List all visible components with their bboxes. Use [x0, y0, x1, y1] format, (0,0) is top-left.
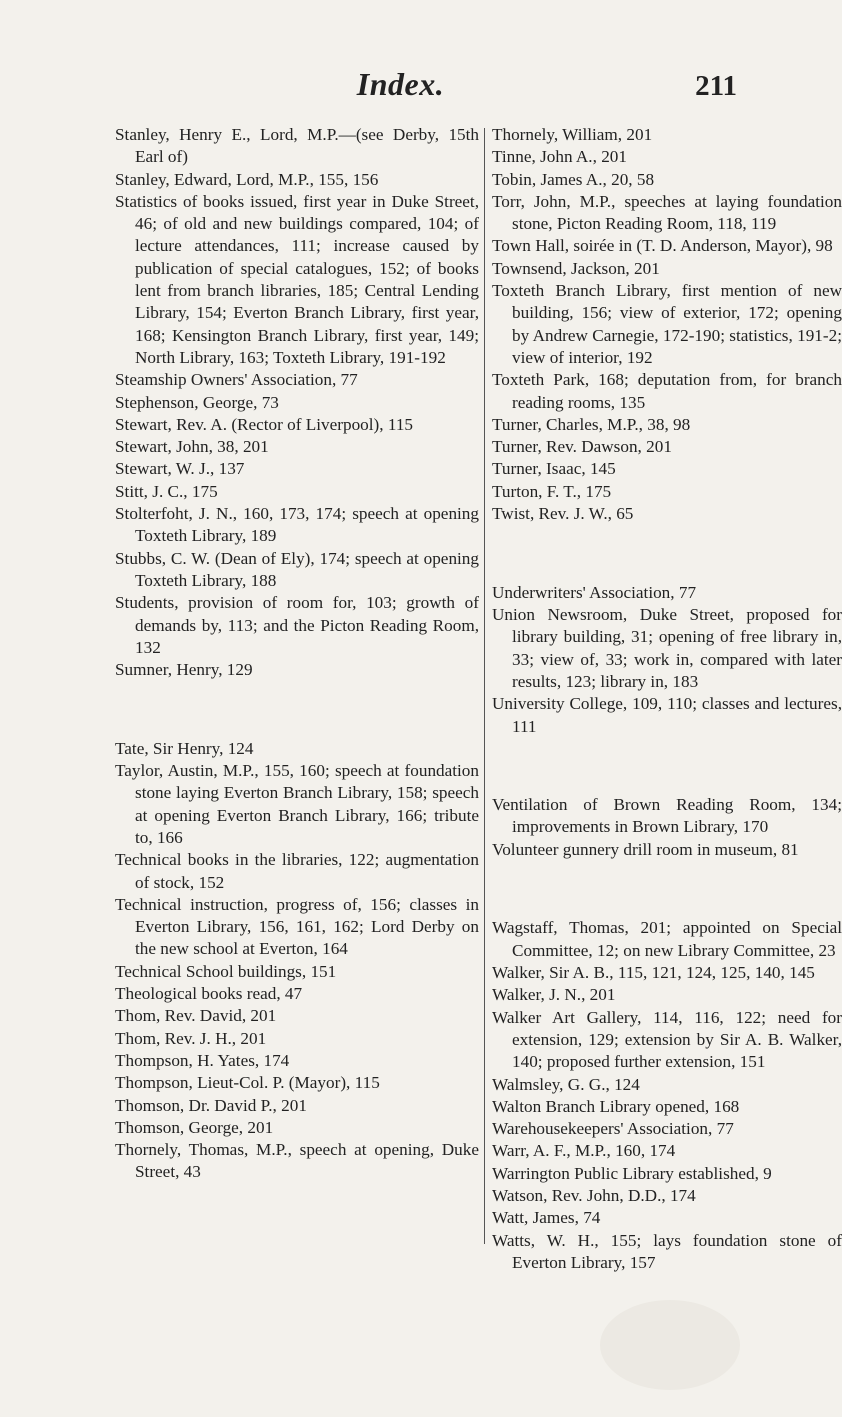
column-divider	[484, 128, 485, 1244]
letter-section-gap	[492, 755, 842, 777]
index-entry: Theological books read, 47	[115, 984, 303, 1004]
index-entry: Stewart, John, 38, 201	[115, 437, 269, 457]
index-entry: Thompson, Lieut-Col. P. (Mayor), 115	[115, 1073, 380, 1093]
index-entry: Thom, Rev. David, 201	[115, 1006, 277, 1026]
index-entry: Taylor, Austin, M.P., 155, 160; speech at foundation stone laying Everton Branch Library, 158; speech at opening Everton Branch Library, 166; tribute to, 166	[115, 761, 479, 847]
index-entry: Stephenson, George, 73	[115, 392, 279, 412]
index-entry: Stewart, Rev. A. (Rector of Liverpool), 115	[115, 414, 414, 434]
index-column-left	[115, 124, 479, 1184]
index-entry: Thornely, William, 201	[492, 125, 653, 144]
index-entry: Watt, James, 74	[492, 1208, 601, 1228]
index-entry: Warrington Public Library established, 9	[492, 1163, 772, 1183]
index-entry: Walker Art Gallery, 114, 116, 122; need for extension, 129; extension by Sir A. B. Walker, 140; proposed further extension, 151	[492, 1007, 842, 1072]
page-header	[0, 66, 801, 116]
index-column-right	[492, 124, 842, 1274]
index-entry: Steamship Owners' Association, 77	[115, 370, 358, 390]
index-entry: Statistics of books issued, first year in Duke Street, 46; of old and new buildings compared, 104; of lecture attendances, 111; increase caused by publication of special catalogues, 152; of books lent from branch libraries, 185; Central Lending Library, 154; Everton Branch Library, first year, 168; Kensington Branch Library, first year, 149; North Library, 163; Toxteth Library, 191-192	[115, 191, 479, 367]
index-entry: Twist, Rev. J. W., 65	[492, 504, 634, 524]
index-entry: Tobin, James A., 20, 58	[492, 169, 655, 189]
index-entry: Townsend, Jackson, 201	[492, 258, 660, 278]
index-entry: Stubbs, C. W. (Dean of Ely), 174; speech at opening Toxteth Library, 188	[115, 548, 479, 590]
letter-section-gap	[492, 878, 842, 900]
index-entry: Toxteth Park, 168; deputation from, for branch reading rooms, 135	[492, 370, 842, 412]
index-entry: Walton Branch Library opened, 168	[492, 1096, 740, 1116]
index-entry: Turton, F. T., 175	[492, 481, 612, 501]
index-entry: Walker, Sir A. B., 115, 121, 124, 125, 140, 145	[492, 963, 815, 983]
page-title: Index.	[356, 66, 445, 102]
index-entry: Warr, A. F., M.P., 160, 174	[492, 1141, 676, 1161]
index-entry: Watson, Rev. John, D.D., 174	[492, 1186, 696, 1205]
index-entry: Ventilation of Brown Reading Room, 134; improvements in Brown Library, 170	[492, 795, 842, 837]
index-entry: Turner, Charles, M.P., 38, 98	[492, 414, 691, 434]
index-entry: Stitt, J. C., 175	[115, 481, 218, 501]
index-entry: Toxteth Branch Library, first mention of new building, 156; view of exterior, 172; opening by Andrew Carnegie, 172-190; statistics, 191-2; view of interior, 192	[492, 281, 842, 367]
index-entry: Thomson, Dr. David P., 201	[115, 1095, 307, 1115]
index-entry: Thomson, George, 201	[115, 1117, 274, 1137]
index-entry: Technical School buildings, 151	[115, 961, 337, 981]
index-entry: Thom, Rev. J. H., 201	[115, 1028, 267, 1048]
index-entry: Town Hall, soirée in (T. D. Anderson, Mayor), 98	[492, 236, 833, 256]
index-entry: Watts, W. H., 155; lays foundation stone of Everton Library, 157	[492, 1230, 842, 1272]
index-entry: Torr, John, M.P., speeches at laying foundation stone, Picton Reading Room, 118, 119	[492, 191, 842, 234]
index-entry: Underwriters' Association, 77	[492, 582, 697, 602]
index-entry: Stolterfoht, J. N., 160, 173, 174; speech at opening Toxteth Library, 189	[115, 504, 479, 546]
letter-section-gap	[115, 699, 479, 721]
index-entry: Stanley, Edward, Lord, M.P., 155, 156	[115, 169, 379, 189]
index-entry: Students, provision of room for, 103; growth of demands by, 113; and the Picton Reading Room, 132	[115, 593, 479, 657]
index-entry: Walker, J. N., 201	[492, 985, 616, 1005]
index-entry: Tate, Sir Henry, 124	[115, 738, 254, 758]
index-entry: Stewart, W. J., 137	[115, 459, 245, 479]
page-number: 211	[695, 70, 737, 102]
index-entry: Technical instruction, progress of, 156; classes in Everton Library, 156, 161, 162; Lord Derby on the new school at Everton, 164	[115, 894, 479, 959]
index-entry: Volunteer gunnery drill room in museum, 81	[492, 839, 799, 859]
index-entry: Technical books in the libraries, 122; augmentation of stock, 152	[115, 850, 479, 892]
index-entry: Turner, Rev. Dawson, 201	[492, 437, 672, 457]
paper-stain	[600, 1300, 740, 1390]
index-entry: Turner, Isaac, 145	[492, 459, 616, 479]
index-entry: Thompson, H. Yates, 174	[115, 1050, 290, 1070]
index-entry: Stanley, Henry E., Lord, M.P.—(see Derby, 15th Earl of)	[115, 125, 479, 167]
letter-section-gap	[492, 543, 842, 565]
index-entry: Walmsley, G. G., 124	[492, 1074, 640, 1094]
index-entry: Tinne, John A., 201	[492, 147, 627, 167]
index-entry: Thornely, Thomas, M.P., speech at opening, Duke Street, 43	[115, 1140, 479, 1182]
index-entry: Wagstaff, Thomas, 201; appointed on Special Committee, 12; on new Library Committee, 23	[492, 918, 842, 960]
index-entry: Sumner, Henry, 129	[115, 660, 253, 680]
index-entry: Union Newsroom, Duke Street, proposed for library building, 31; opening of free library in, 33; view of, 33; work in, compared with later results, 123; library in, 183	[492, 605, 842, 691]
index-entry: Warehousekeepers' Association, 77	[492, 1119, 734, 1139]
index-entry: University College, 109, 110; classes and lectures, 111	[492, 694, 842, 736]
